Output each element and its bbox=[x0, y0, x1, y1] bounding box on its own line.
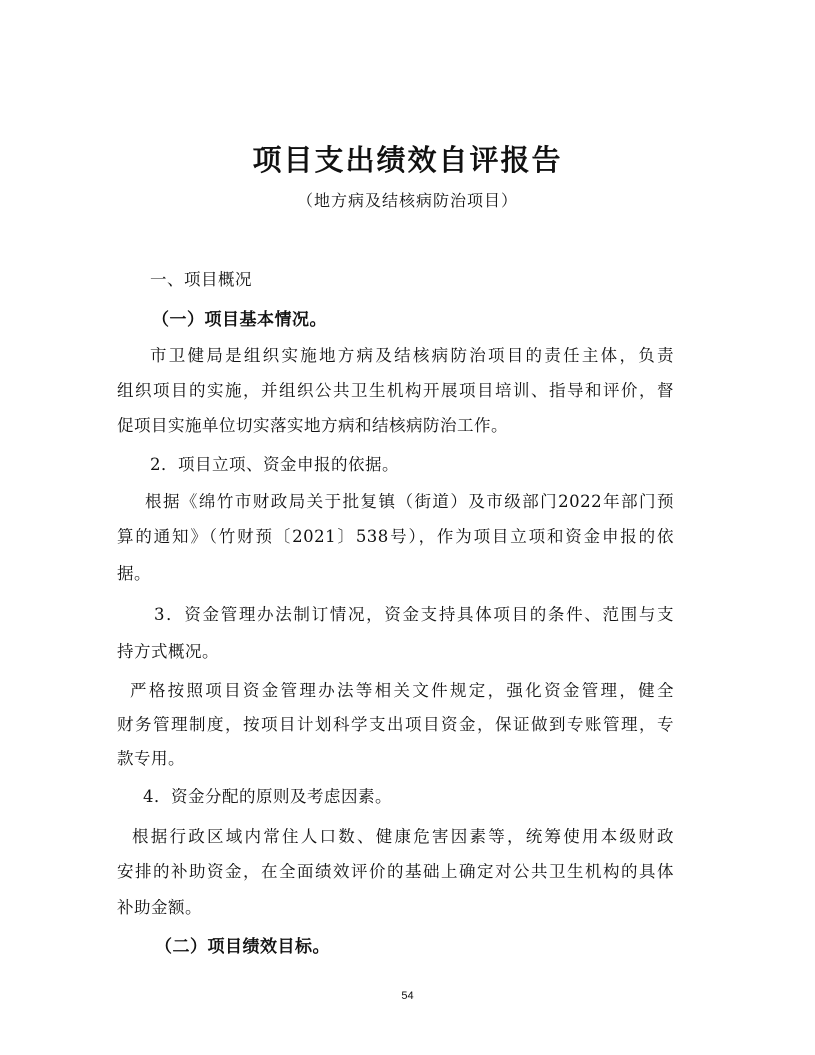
heading-project-overview: 一、项目概况 bbox=[150, 270, 252, 289]
paragraph-line: 据。 bbox=[117, 564, 151, 583]
paragraph-line: 根据《绵竹市财政局关于批复镇（街道）及市级部门2022年部门预 bbox=[145, 492, 674, 511]
paragraph-line: 算的通知》（竹财预〔2021〕538号），作为项目立项和资金申报的依 bbox=[117, 527, 674, 546]
paragraph-line: 安排的补助资金，在全面绩效评价的基础上确定对公共卫生机构的具体 bbox=[117, 862, 674, 881]
item-allocation-heading: 4．资金分配的原则及考虑因素。 bbox=[143, 787, 392, 806]
paragraph-line: 市卫健局是组织实施地方病及结核病防治项目的责任主体，负责 bbox=[150, 346, 674, 365]
paragraph-line: 财务管理制度，按项目计划科学支出项目资金，保证做到专账管理，专 bbox=[117, 715, 674, 734]
item-basis-heading: 2．项目立项、资金申报的依据。 bbox=[150, 455, 399, 474]
item-fund-management-heading-cont: 持方式概况。 bbox=[117, 642, 219, 661]
report-title: 项目支出绩效自评报告 bbox=[252, 143, 563, 177]
paragraph-line: 补助金额。 bbox=[117, 898, 202, 917]
paragraph-line: 组织项目的实施，并组织公共卫生机构开展项目培训、指导和评价，督 bbox=[117, 381, 674, 400]
paragraph-line: 促项目实施单位切实落实地方病和结核病防治工作。 bbox=[117, 416, 508, 435]
section-basic-info: （一）项目基本情况。 bbox=[152, 310, 327, 330]
paragraph-line: 根据行政区域内常住人口数、健康危害因素等，统筹使用本级财政 bbox=[132, 827, 674, 846]
paragraph-line: 严格按照项目资金管理办法等相关文件规定，强化资金管理，健全 bbox=[130, 681, 674, 700]
paragraph-line: 款专用。 bbox=[117, 749, 185, 768]
report-subtitle: （地方病及结核病防治项目） bbox=[296, 191, 518, 210]
item-fund-management-heading: 3．资金管理办法制订情况，资金支持具体项目的条件、范围与支 bbox=[154, 605, 674, 624]
page-number: 54 bbox=[401, 990, 414, 1002]
section-performance-goals: （二）项目绩效目标。 bbox=[155, 937, 330, 957]
